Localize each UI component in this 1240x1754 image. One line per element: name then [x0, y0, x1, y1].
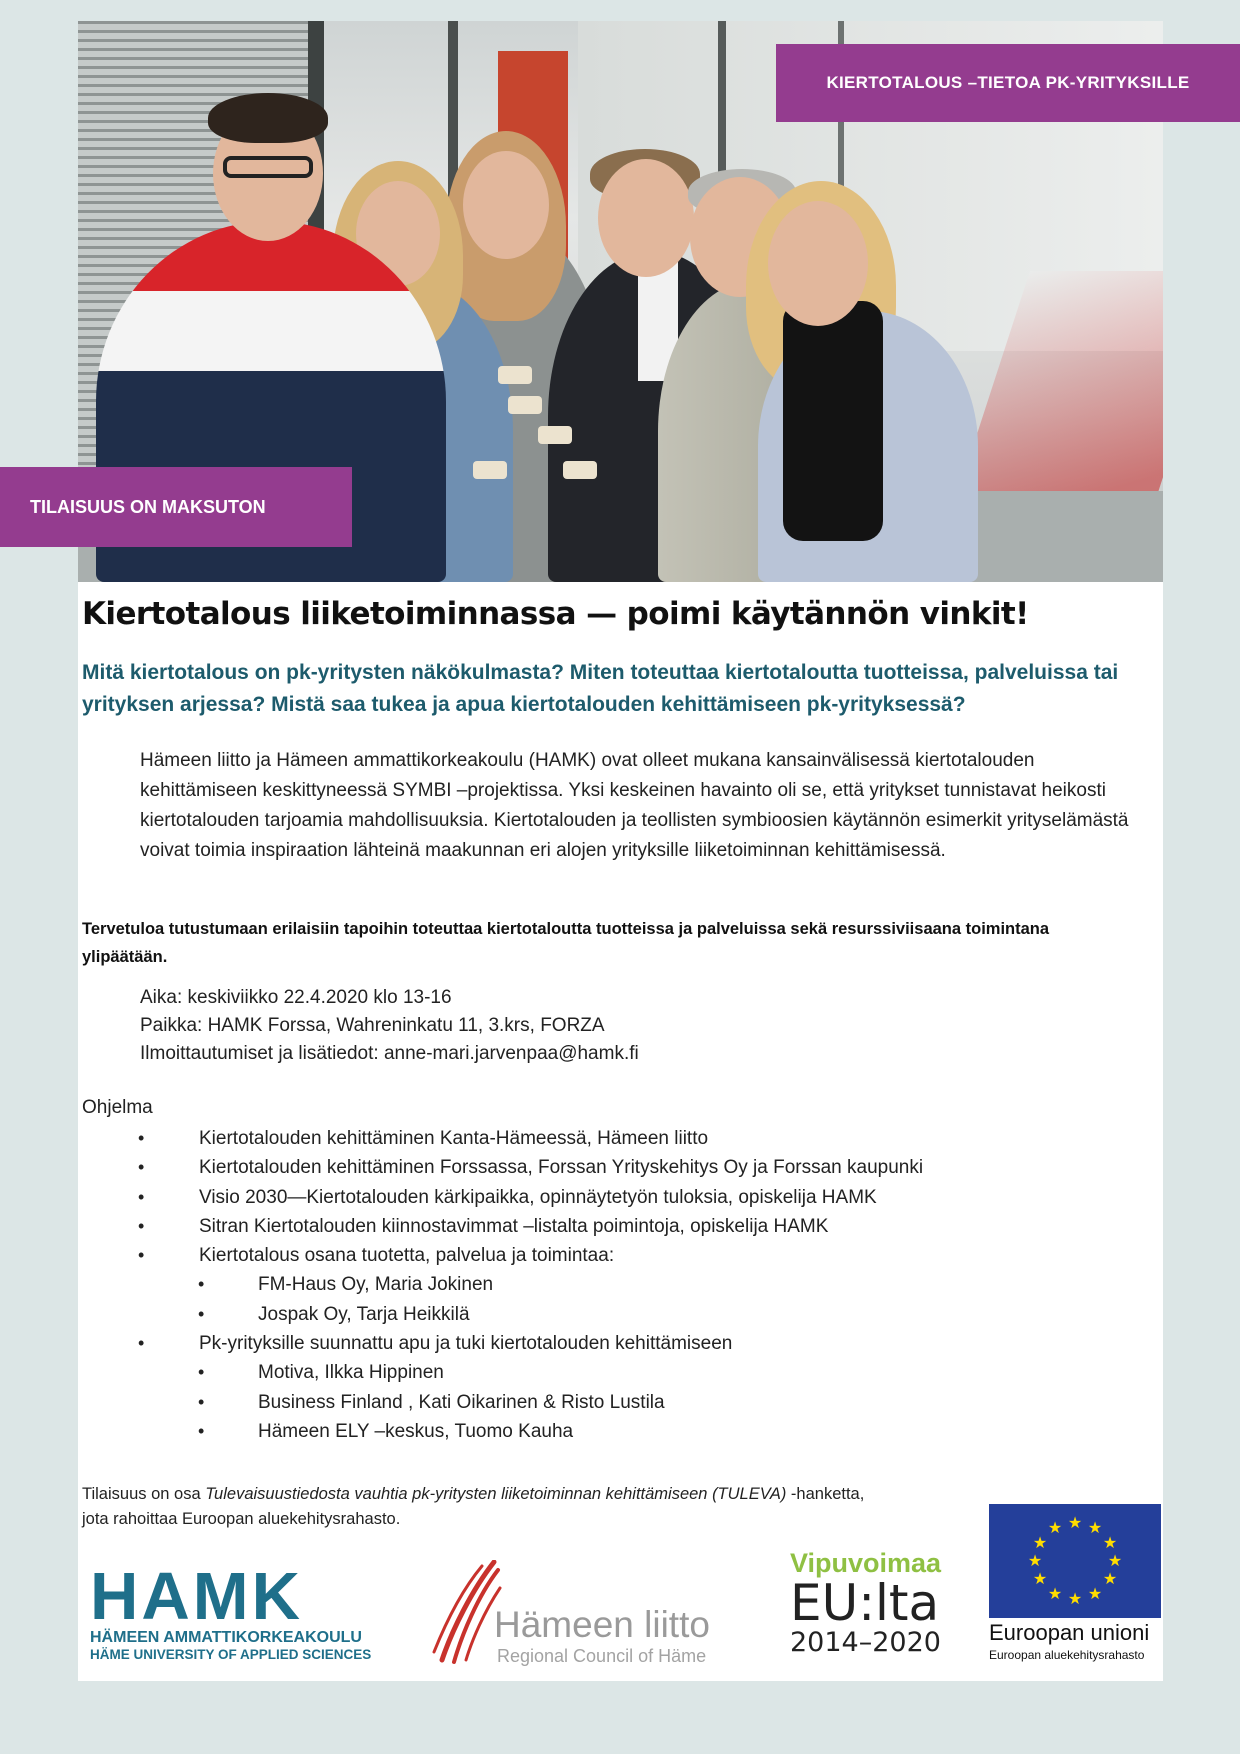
svg-text:★: ★	[1087, 1584, 1103, 1603]
hameen-liitto-emblem-icon	[432, 1560, 502, 1670]
svg-text:★: ★	[1102, 1533, 1118, 1552]
svg-text:★: ★	[1027, 1551, 1043, 1570]
project-name: Tulevaisuustiedosta vauhtia pk-yritysten liiketoiminnan kehittämiseen (TULEVA)	[205, 1485, 787, 1503]
sub-list-item: • Hämeen ELY –keskus, Tuomo Kauha	[198, 1420, 574, 1442]
page-title: Kiertotalous liiketoiminnassa — poimi käytännön vinkit!	[82, 596, 1029, 632]
sub-list-item: • FM-Haus Oy, Maria Jokinen	[198, 1274, 494, 1296]
eu-flag-icon	[989, 1504, 1161, 1618]
vipuvoimaa-logo: Vipuvoimaa EU:lta 2014–2020	[790, 1548, 942, 1658]
topic-banner: KIERTOTALOUS –TIETOA PK-YRITYKSILLE	[776, 44, 1240, 122]
eu-logo: ★ ★ ★ ★ ★ ★ ★ ★ ★ ★ ★ ★ Euroopan unioni Euroopan aluekehitysrahasto	[989, 1504, 1161, 1669]
svg-text:★: ★	[1067, 1589, 1083, 1608]
puzzle-piece-icon	[498, 366, 532, 384]
event-place: Paikka: HAMK Forssa, Wahreninkatu 11, 3.krs, FORZA	[140, 1015, 605, 1036]
svg-text:★: ★	[1032, 1533, 1048, 1552]
puzzle-piece-icon	[563, 461, 597, 479]
funding-note: Tilaisuus on osa Tulevaisuustiedosta vauhtia pk-yritysten liiketoiminnan kehittämiseen (TULEVA) -hanketta, jota rahoittaa Euroopan aluekehitysrahasto.	[82, 1485, 865, 1528]
svg-text:★: ★	[1067, 1513, 1083, 1532]
svg-text:★: ★	[1047, 1584, 1063, 1603]
list-item: • Kiertotalouden kehittäminen Forssassa, Forssan Yrityskehitys Oy ja Forssan kaupunki	[138, 1157, 924, 1179]
puzzle-piece-icon	[473, 461, 507, 479]
hamk-logo: HAMK HÄMEEN AMMATTIKORKEAKOULU HÄME UNIVERSITY OF APPLIED SCIENCES	[90, 1559, 372, 1662]
event-registration[interactable]: Ilmoittautumiset ja lisätiedot: anne-mari.jarvenpaa@hamk.fi	[140, 1043, 639, 1064]
event-details	[140, 984, 1040, 1068]
sub-list-item: • Motiva, Ilkka Hippinen	[198, 1362, 444, 1384]
free-event-banner: TILAISUUS ON MAKSUTON	[0, 467, 352, 547]
list-item: • Sitran Kiertotalouden kiinnostavimmat –listalta poimintoja, opiskelija HAMK	[138, 1215, 829, 1237]
list-item: • Kiertotalouden kehittäminen Kanta-Hämeessä, Hämeen liitto	[138, 1128, 709, 1149]
event-time: Aika: keskiviikko 22.4.2020 klo 13-16	[140, 987, 452, 1008]
glasses-icon	[223, 156, 313, 178]
program-list	[82, 1124, 1082, 1446]
sub-list-item: • Business Finland , Kati Oikarinen & Risto Lustila	[198, 1391, 665, 1413]
hameen-liitto-logo: Hämeen liitto Regional Council of Häme	[432, 1560, 762, 1670]
welcome-paragraph: Tervetuloa tutustumaan erilaisiin tapoihin toteuttaa kiertotaloutta tuotteissa ja palveluissa sekä resurssiviisaana toimintana ylipäätään.	[82, 920, 1050, 966]
intro-paragraph: Hämeen liitto ja Hämeen ammattikorkeakoulu (HAMK) ovat olleet mukana kansainvälisessä kiertotalouden kehittämiseen keskittyneessä SYMBI –projektissa. Yksi keskeinen havainto oli se, että yritykset tunnistavat heikosti kiertotalouden tarjoamia mahdollisuuksia. Kiertotalouden ja teollisten symbioosien käytännön esimerkit yrityselämästä voivat toimia inspiraation lähteinä maakunnan eri alojen yrityksille liiketoiminnan kehittämisessä.	[140, 750, 1129, 861]
sub-list-item: • Jospak Oy, Tarja Heikkilä	[198, 1303, 470, 1325]
svg-text:★: ★	[1102, 1569, 1118, 1588]
list-item: • Kiertotalous osana tuotetta, palvelua ja toimintaa:	[138, 1245, 615, 1267]
svg-text:★: ★	[1087, 1518, 1103, 1537]
svg-text:★: ★	[1032, 1569, 1048, 1588]
puzzle-piece-icon	[508, 396, 542, 414]
list-item: • Visio 2030—Kiertotalouden kärkipaikka, opinnäytetyön tuloksia, opiskelija HAMK	[138, 1186, 877, 1208]
subheading: Mitä kiertotalous on pk-yritysten näkökulmasta? Miten toteuttaa kiertotaloutta tuotteissa, palveluissa tai yrityksen arjessa? Mistä saa tukea ja apua kiertotalouden kehittämiseen pk-yrityksessä?	[82, 661, 1119, 716]
list-item: • Pk-yrityksille suunnattu apu ja tuki kiertotalouden kehittämiseen	[138, 1333, 733, 1355]
svg-text:★: ★	[1107, 1551, 1123, 1570]
program-title: Ohjelma	[82, 1097, 153, 1118]
puzzle-piece-icon	[538, 426, 572, 444]
svg-text:★: ★	[1047, 1518, 1063, 1537]
